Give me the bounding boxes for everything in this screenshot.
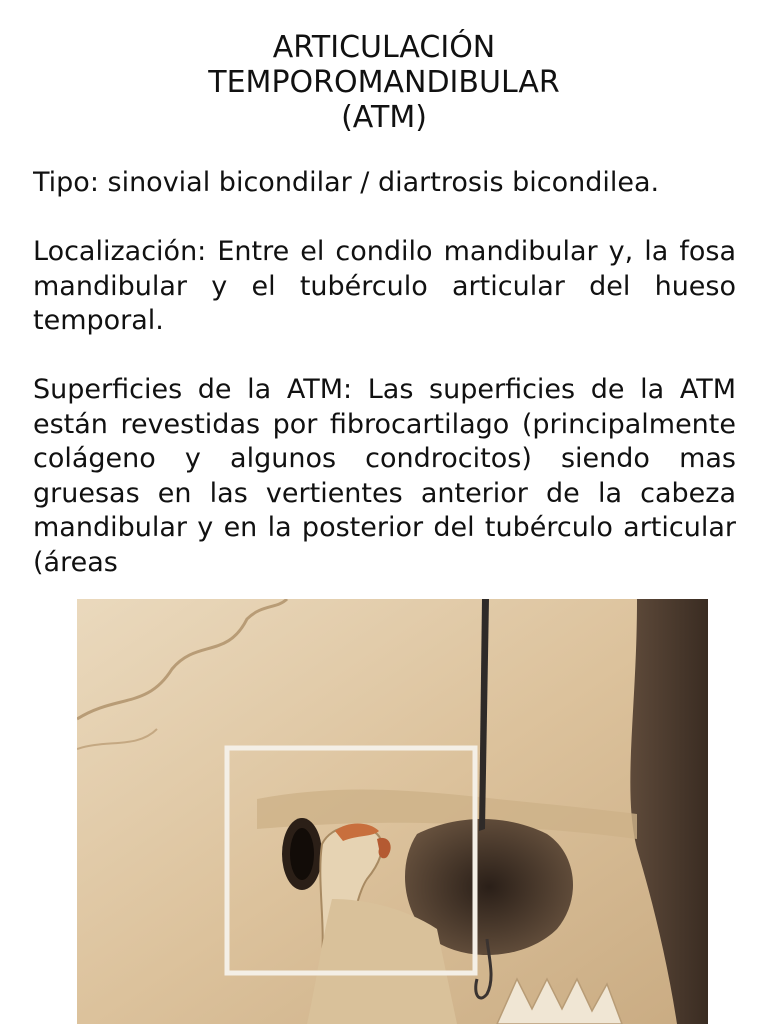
skull-tmj-photo [77,599,708,1024]
body-text [33,166,736,578]
page-title [0,30,768,135]
skull-illustration [77,599,708,1024]
paragraph-superficies: Superficies de la ATM: Las superficies de la ATM están revestidas por fibrocartilago (principalmente colágeno y algunos condrocitos) siendo mas gruesas en las vertientes anterior de la cabeza mandibular y en la posterior del tubérculo articular (áreas [33,374,736,578]
title-line-1: ARTICULACIÓN [272,30,496,65]
paragraph-localizacion: Localización: Entre el condilo mandibular y, la fosa mandibular y el tubérculo articular del hueso temporal. [33,236,736,336]
title-line-3: (ATM) [341,100,427,135]
title-line-2: TEMPOROMANDIBULAR [208,65,560,100]
paragraph-tipo: Tipo: sinovial bicondilar / diartrosis bicondilea. [33,167,660,198]
